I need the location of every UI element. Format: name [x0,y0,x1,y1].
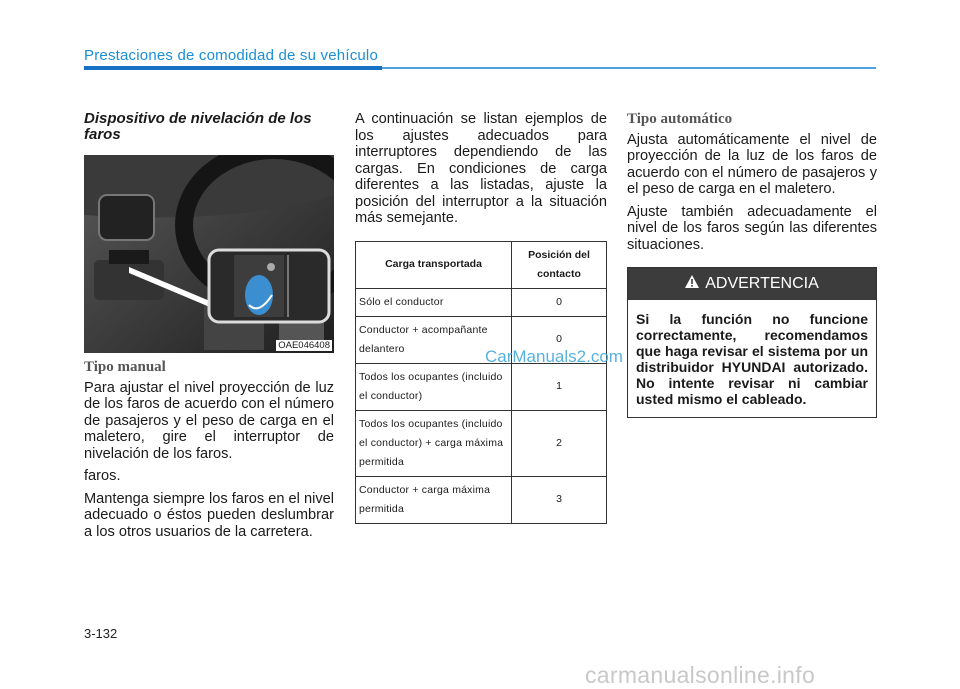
column-right [627,111,877,418]
intro-paragraph: A continuación se listan ejemplos de los ajustes adecuados para interruptores dependiendo de las cargas. En condiciones de carga diferentes a las listadas, ajuste la posición del interruptor a la situación más semejante. [355,111,607,226]
warning-title: ADVERTENCIA [705,275,819,293]
section-header-title: Prestaciones de comodidad de su vehículo [84,47,379,64]
load-cell: Sólo el conductor [356,288,512,316]
position-cell: 1 [512,363,607,410]
manual-paragraph-1: Para ajustar el nivel proyección de luz de los faros de acuerdo con el número de pasajeros y el peso de carga en el maletero, gire el interruptor de nivelación de los faros. [84,379,334,462]
load-cell: Todos los ocupantes (incluido el conductor) + carga máxima permitida [356,410,512,476]
header-bar-light [382,67,876,69]
page-number: 3-132 [84,626,118,641]
header-load: Carga transportada [356,241,512,288]
warning-box [627,267,877,418]
footer-watermark[interactable]: carmanualsonline.info [585,662,816,688]
table-header-row [356,241,607,288]
image-code: OAE046408 [278,340,330,351]
header-bar-dark [84,66,382,70]
table-row [356,476,607,523]
warning-header [628,268,876,300]
table-row [356,410,607,476]
watermark-link[interactable]: CarManuals2.com [485,347,623,366]
table-row [356,363,607,410]
auto-paragraph-1: Ajusta automáticamente el nivel de proyección de la luz de los faros de acuerdo con el número de pasajeros y el peso de carga en el maletero. [627,131,877,197]
position-cell: 3 [512,476,607,523]
load-cell: Conductor + acompañante delantero [356,316,512,363]
load-cell: Todos los ocupantes (incluido el conductor) [356,363,512,410]
position-cell: 0 [512,288,607,316]
load-position-table [355,241,607,524]
column-left [84,111,334,546]
dashboard-illustration [84,155,334,353]
column-middle [355,111,607,524]
manual-paragraph-3: Mantenga siempre los faros en el nivel adecuado o éstos pueden deslumbrar a los otros usuarios de la carretera. [84,490,334,540]
leveling-switch-photo [84,155,334,353]
leveling-heading: Dispositivo de nivelación de los faros [84,110,312,143]
load-cell: Conductor + carga máxima permitida [356,476,512,523]
header-position: Posición del contacto [512,241,607,288]
auto-paragraph-2: Ajuste también adecuadamente el nivel de los faros según las diferentes situaciones. [627,203,877,253]
table-row [356,288,607,316]
warning-triangle-icon [685,268,699,300]
manual-type-heading: Tipo manual [84,359,166,375]
auto-type-heading: Tipo automático [627,111,733,127]
position-cell: 2 [512,410,607,476]
manual-paragraph-2: faros. [84,468,121,484]
warning-text: Si la función no funcione correctamente, recomendamos que haga revisar el sistema por un distribuidor HYUNDAI autorizado. No intente revisar ni cambiar usted mismo el cableado. [636,311,868,407]
position-cell: 0 [512,316,607,363]
